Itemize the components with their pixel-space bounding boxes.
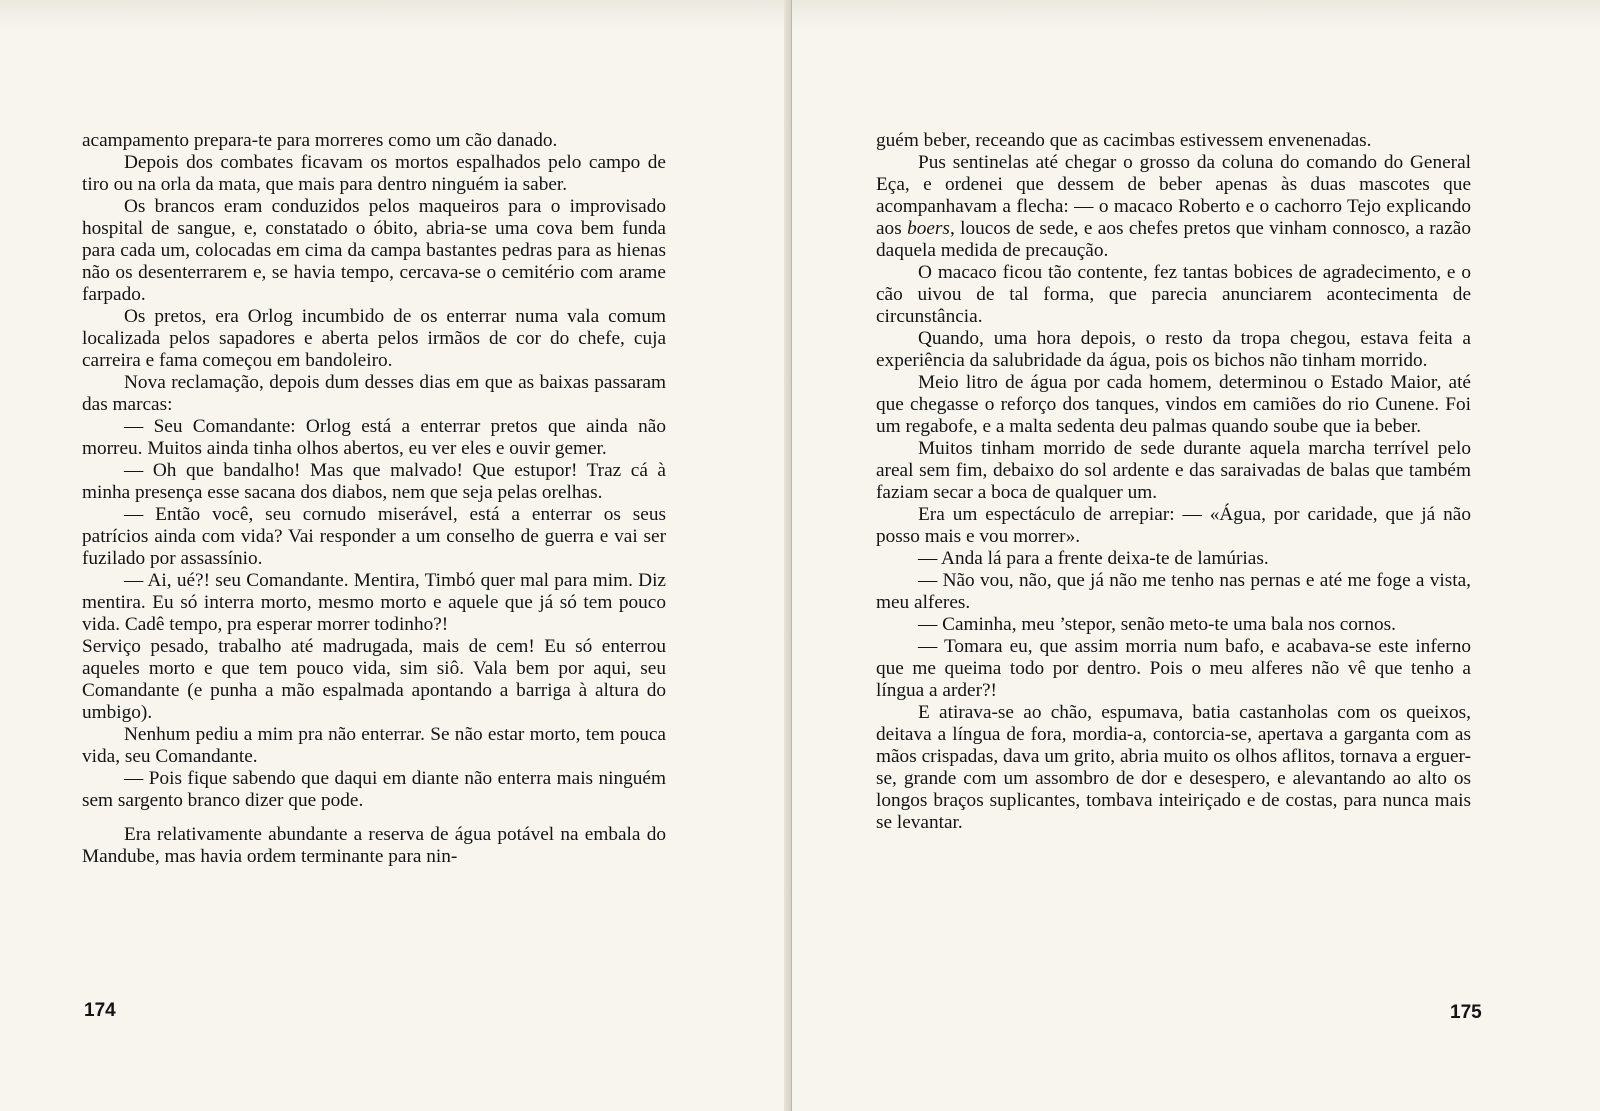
- paragraph: E atirava-se ao chão, espumava, batia castanholas com os queixos, deitava a língua de fora, mordia-a, contorcia-se, apertava a garganta com as mãos crispadas, dava um grito, abria muito os olhos aflitos, tornava a erguer-se, grande com um assombro de dor e desespero, e alevantando ao alto os longos braços suplicantes, tombava inteiriçado e de costas, para nunca mais se levantar.: [876, 702, 1471, 833]
- left-page-body-text: [82, 130, 666, 868]
- paragraph: Pus sentinelas até chegar o grosso da coluna do comando do General Eça, e ordenei que dessem de beber apenas às duas mascotes que acompanhavam a flecha: — o macaco Roberto e o cachorro Tejo explicando aos boers, loucos de sede, e aos chefes pretos que vinham connosco, a razão daquela medida de precaução.: [876, 152, 1471, 261]
- paragraph: — Então você, seu cornudo miserável, está a enterrar os seus patrícios ainda com vida? Vai responder a um conselho de guerra e vai ser fuzilado por assassínio.: [82, 504, 666, 569]
- paragraph: Era relativamente abundante a reserva de água potável na embala do Mandube, mas havia ordem terminante para nin-: [82, 824, 666, 867]
- page-shading: [0, 0, 790, 30]
- paragraph: — Caminha, meu ’stepor, senão meto-te uma bala nos cornos.: [918, 614, 1396, 635]
- paragraph: — Não vou, não, que já não me tenho nas pernas e até me foge a vista, meu alferes.: [876, 570, 1471, 613]
- right-page: [792, 0, 1600, 1111]
- paragraph: Serviço pesado, trabalho até madrugada, mais de cem! Eu só enterrou aqueles morto e que tem pouco vida, sim siô. Vala bem por aqui, seu Comandante (e punha a mão espalmada apontando a barriga à altura do umbigo).: [82, 636, 666, 723]
- paragraph: Muitos tinham morrido de sede durante aquela marcha terrível pelo areal sem fim, debaixo do sol ardente e das saraivadas de balas que também faziam secar a boca de qualquer um.: [876, 438, 1471, 503]
- paragraph: — Seu Comandante: Orlog está a enterrar pretos que ainda não morreu. Muitos ainda tinha olhos abertos, eu ver eles e ouvir gemer.: [82, 416, 666, 459]
- right-page-number: 175: [1450, 1002, 1482, 1023]
- paragraph: — Tomara eu, que assim morria num bafo, e acabava-se este inferno que me queima todo por dentro. Pois o meu alferes não vê que tenho a língua a arder?!: [876, 636, 1471, 701]
- paragraph: Nenhum pediu a mim pra não enterrar. Se não estar morto, tem pouca vida, seu Comandante.: [82, 724, 666, 767]
- paragraph: — Anda lá para a frente deixa-te de lamúrias.: [918, 548, 1269, 569]
- paragraph: Era um espectáculo de arrepiar: — «Água, por caridade, que já não posso mais e vou morrer».: [876, 504, 1471, 547]
- page-shading: [792, 0, 1600, 30]
- paragraph: — Pois fique sabendo que daqui em diante não enterra mais ninguém sem sargento branco dizer que pode.: [82, 768, 666, 811]
- left-page: [0, 0, 790, 1111]
- paragraph: Os brancos eram conduzidos pelos maqueiros para o improvisado hospital de sangue, e, constatado o óbito, abria-se uma cova bem funda para cada um, colocadas em cima da campa bastantes pedras para as hienas não os desenterrarem e, se havia tempo, cercava-se o cemitério com arame farpado.: [82, 196, 666, 305]
- paragraph: Meio litro de água por cada homem, determinou o Estado Maior, até que chegasse o reforço dos tanques, vindos em camiões do rio Cunene. Foi um regabofe, e a malta sedenta deu palmas quando soube que ia beber.: [876, 372, 1471, 437]
- paragraph: — Ai, ué?! seu Comandante. Mentira, Timbó quer mal para mim. Diz mentira. Eu só interra morto, mesmo morto e aquele que já só tem pouco vida. Cadê tempo, pra esperar morrer todinho?!: [82, 570, 666, 635]
- paragraph: Quando, uma hora depois, o resto da tropa chegou, estava feita a experiência da salubridade da água, pois os bichos não tinham morrido.: [876, 328, 1471, 371]
- paragraph: Os pretos, era Orlog incumbido de os enterrar numa vala comum localizada pelos sapadores e aberta pelos irmãos de cor do chefe, cuja carreira e fama começou em bandoleiro.: [82, 306, 666, 371]
- paragraph: O macaco ficou tão contente, fez tantas bobices de agradecimento, e o cão uivou de tal forma, que parecia anunciarem acontecimenta de circunstância.: [876, 262, 1471, 327]
- paragraph: Depois dos combates ficavam os mortos espalhados pelo campo de tiro ou na orla da mata, que mais para dentro ninguém ia saber.: [82, 152, 666, 195]
- left-page-number: 174: [84, 1000, 116, 1021]
- paragraph: acampamento prepara-te para morreres como um cão danado.: [82, 130, 558, 151]
- paragraph: Nova reclamação, depois dum desses dias em que as baixas passaram das marcas:: [82, 372, 666, 415]
- paragraph: guém beber, receando que as cacimbas estivessem envenenadas.: [876, 130, 1372, 151]
- paragraph: — Oh que bandalho! Mas que malvado! Que estupor! Traz cá à minha presença esse sacana dos diabos, nem que seja pelas orelhas.: [82, 460, 666, 503]
- right-page-body-text: [876, 130, 1471, 834]
